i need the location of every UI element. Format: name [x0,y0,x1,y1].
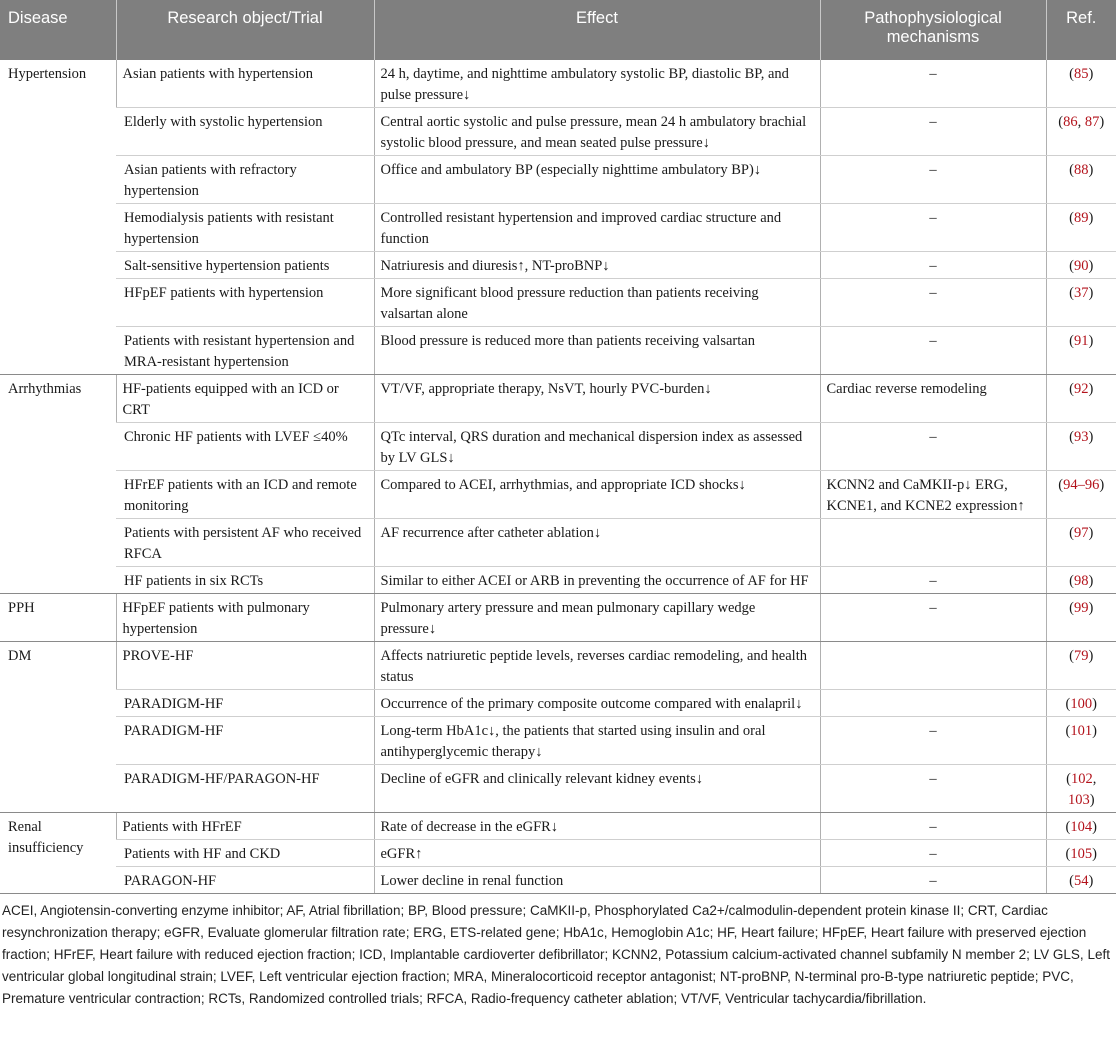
mechanism-cell [820,690,1046,717]
ref-cell: (98) [1046,567,1116,594]
effect-cell: Central aortic systolic and pulse pressure, mean 24 h ambulatory brachial systolic blood pressure, and mean seated pulse pressure↓ [374,108,820,156]
mechanism-cell: – [820,252,1046,279]
ref-link[interactable]: 98 [1074,573,1089,589]
mechanism-cell: – [820,204,1046,252]
research-object-cell: Patients with persistent AF who received RFCA [116,519,374,567]
table-row [0,840,1116,867]
ref-link[interactable]: 101 [1070,723,1093,739]
research-object-cell: Patients with HFrEF [116,813,374,840]
table-body [0,60,1116,894]
effect-cell: AF recurrence after catheter ablation↓ [374,519,820,567]
ref-link[interactable]: 93 [1074,429,1089,445]
ref-cell: (100) [1046,690,1116,717]
mechanism-cell: – [820,327,1046,375]
mechanism-cell: – [820,840,1046,867]
ref-cell: (85) [1046,60,1116,108]
table-row [0,375,1116,423]
effect-cell: Rate of decrease in the eGFR↓ [374,813,820,840]
research-object-cell: Patients with resistant hypertension and MRA-resistant hypertension [116,327,374,375]
ref-link[interactable]: 92 [1074,381,1089,397]
table-row [0,279,1116,327]
mechanism-cell [820,642,1046,690]
disease-cell: Arrhythmias [0,375,116,594]
effect-cell: More significant blood pressure reduction than patients receiving valsartan alone [374,279,820,327]
ref-link[interactable]: 89 [1074,210,1089,226]
mechanism-cell: – [820,279,1046,327]
effect-cell: Affects natriuretic peptide levels, reverses cardiac remodeling, and health status [374,642,820,690]
ref-link[interactable]: 87 [1084,114,1100,130]
table-row [0,204,1116,252]
ref-cell: (104) [1046,813,1116,840]
ref-cell: (54) [1046,867,1116,894]
table-row [0,690,1116,717]
research-object-cell: HF-patients equipped with an ICD or CRT [116,375,374,423]
mechanism-cell: Cardiac reverse remodeling [820,375,1046,423]
disease-cell: DM [0,642,116,813]
table-row [0,471,1116,519]
research-object-cell: PARADIGM-HF [116,717,374,765]
effect-cell: Similar to either ACEI or ARB in preventing the occurrence of AF for HF [374,567,820,594]
effect-cell: Blood pressure is reduced more than patients receiving valsartan [374,327,820,375]
ref-link[interactable]: 102 [1070,771,1093,787]
research-object-cell: PROVE-HF [116,642,374,690]
ref-link[interactable]: 90 [1074,258,1089,274]
effect-cell: Lower decline in renal function [374,867,820,894]
mechanism-cell: – [820,108,1046,156]
table-row [0,327,1116,375]
mechanism-cell: – [820,594,1046,642]
ref-link[interactable]: 85 [1074,66,1089,82]
table-row [0,867,1116,894]
mechanism-cell: – [820,813,1046,840]
table-row [0,519,1116,567]
effect-cell: Office and ambulatory BP (especially nighttime ambulatory BP)↓ [374,156,820,204]
ref-cell: (79) [1046,642,1116,690]
mechanism-cell: KCNN2 and CaMKII-p↓ ERG, KCNE1, and KCNE2 expression↑ [820,471,1046,519]
mechanism-cell: – [820,717,1046,765]
ref-link[interactable]: 86 [1063,114,1078,130]
ref-link[interactable]: 37 [1074,285,1089,301]
research-object-cell: PARADIGM-HF [116,690,374,717]
mechanism-cell: – [820,60,1046,108]
ref-link[interactable]: 88 [1074,162,1089,178]
ref-cell: (88) [1046,156,1116,204]
table-row [0,60,1116,108]
ref-link[interactable]: 54 [1074,873,1089,889]
mechanism-cell [820,519,1046,567]
ref-cell: (105) [1046,840,1116,867]
header-mechanisms: Pathophysiological mechanisms [820,0,1046,60]
research-object-cell: Salt-sensitive hypertension patients [116,252,374,279]
table-footnote: ACEI, Angiotensin-converting enzyme inhibitor; AF, Atrial fibrillation; BP, Blood pressure; CaMKII-p, Phosphorylated Ca2+/calmodulin-dependent protein kinase II; CRT, Cardiac resynchronization therapy; eGFR, Evaluate glomerular filtration rate; ERG, ETS-related gene; HbA1c, Hemoglobin A1c; HF, Heart failure; HFpEF, Heart failure with preserved ejection fraction; HFrEF, Heart failure with reduced ejection fraction; ICD, Implantable cardioverter defibrillator; KCNN2, Potassium calcium-activated channel subfamily N member 2; LV GLS, Left ventricular global longitudinal strain; LVEF, Left ventricular ejection fraction; MRA, Mineralocorticoid receptor antagonist; NT-proBNP, N-terminal pro-B-type natriuretic peptide; PVC, Premature ventricular contraction; RCTs, Randomized controlled trials; RFCA, Radio-frequency catheter ablation; VT/VF, Ventricular tachycardia/fibrillation. [2,903,1110,1006]
ref-cell: (101) [1046,717,1116,765]
ref-link[interactable]: 104 [1070,819,1093,835]
table-header-row [0,0,1116,60]
ref-cell: (37) [1046,279,1116,327]
research-object-cell: HFpEF patients with pulmonary hypertension [116,594,374,642]
mechanism-cell: – [820,867,1046,894]
effect-cell: QTc interval, QRS duration and mechanical dispersion index as assessed by LV GLS↓ [374,423,820,471]
ref-cell: (99) [1046,594,1116,642]
disease-cell: Hypertension [0,60,116,375]
mechanism-cell: – [820,423,1046,471]
ref-cell: (86, 87) [1046,108,1116,156]
ref-cell: (94–96) [1046,471,1116,519]
research-object-cell: Chronic HF patients with LVEF ≤40% [116,423,374,471]
research-object-cell: Asian patients with hypertension [116,60,374,108]
research-object-cell: HFrEF patients with an ICD and remote monitoring [116,471,374,519]
disease-cell: Renal insufficiency [0,813,116,894]
ref-cell: (91) [1046,327,1116,375]
ref-cell: (89) [1046,204,1116,252]
ref-cell: (93) [1046,423,1116,471]
table-row [0,423,1116,471]
effect-cell: Compared to ACEI, arrhythmias, and appropriate ICD shocks↓ [374,471,820,519]
mechanism-cell: – [820,156,1046,204]
ref-link[interactable]: 91 [1074,333,1089,349]
research-object-cell: HF patients in six RCTs [116,567,374,594]
research-object-cell: HFpEF patients with hypertension [116,279,374,327]
effect-cell: eGFR↑ [374,840,820,867]
table-row [0,567,1116,594]
table-row [0,717,1116,765]
ref-link[interactable]: 103 [1067,792,1090,808]
effect-cell: VT/VF, appropriate therapy, NsVT, hourly PVC-burden↓ [374,375,820,423]
table-row [0,813,1116,840]
ref-link[interactable]: 97 [1074,525,1089,541]
effect-cell: Occurrence of the primary composite outcome compared with enalapril↓ [374,690,820,717]
header-ref: Ref. [1046,0,1116,60]
effect-cell: Long-term HbA1c↓, the patients that started using insulin and oral antihyperglycemic therapy↓ [374,717,820,765]
table-row [0,252,1116,279]
mechanism-cell: – [820,567,1046,594]
ref-cell: (92) [1046,375,1116,423]
header-research-object: Research object/Trial [116,0,374,60]
effect-cell: Natriuresis and diuresis↑, NT-proBNP↓ [374,252,820,279]
ref-cell: (102, 103) [1046,765,1116,813]
ref-cell: (90) [1046,252,1116,279]
header-disease: Disease [0,0,116,60]
effect-cell: 24 h, daytime, and nighttime ambulatory systolic BP, diastolic BP, and pulse pressure↓ [374,60,820,108]
table-row [0,594,1116,642]
research-object-cell: Hemodialysis patients with resistant hypertension [116,204,374,252]
header-effect: Effect [374,0,820,60]
ref-link[interactable]: 105 [1070,846,1093,862]
research-object-cell: Elderly with systolic hypertension [116,108,374,156]
research-object-cell: PARADIGM-HF/PARAGON-HF [116,765,374,813]
table-row [0,642,1116,690]
table-row [0,765,1116,813]
effect-cell: Pulmonary artery pressure and mean pulmonary capillary wedge pressure↓ [374,594,820,642]
ref-cell: (97) [1046,519,1116,567]
ref-link[interactable]: 79 [1074,648,1089,664]
research-object-cell: Asian patients with refractory hypertension [116,156,374,204]
ref-link[interactable]: 100 [1070,696,1093,712]
mechanism-cell: – [820,765,1046,813]
ref-link[interactable]: 94–96 [1063,477,1100,493]
disease-cell: PPH [0,594,116,642]
table-row [0,156,1116,204]
effect-cell: Controlled resistant hypertension and improved cardiac structure and function [374,204,820,252]
ref-link[interactable]: 99 [1074,600,1089,616]
effect-cell: Decline of eGFR and clinically relevant kidney events↓ [374,765,820,813]
table-row [0,108,1116,156]
research-object-cell: PARAGON-HF [116,867,374,894]
research-object-cell: Patients with HF and CKD [116,840,374,867]
